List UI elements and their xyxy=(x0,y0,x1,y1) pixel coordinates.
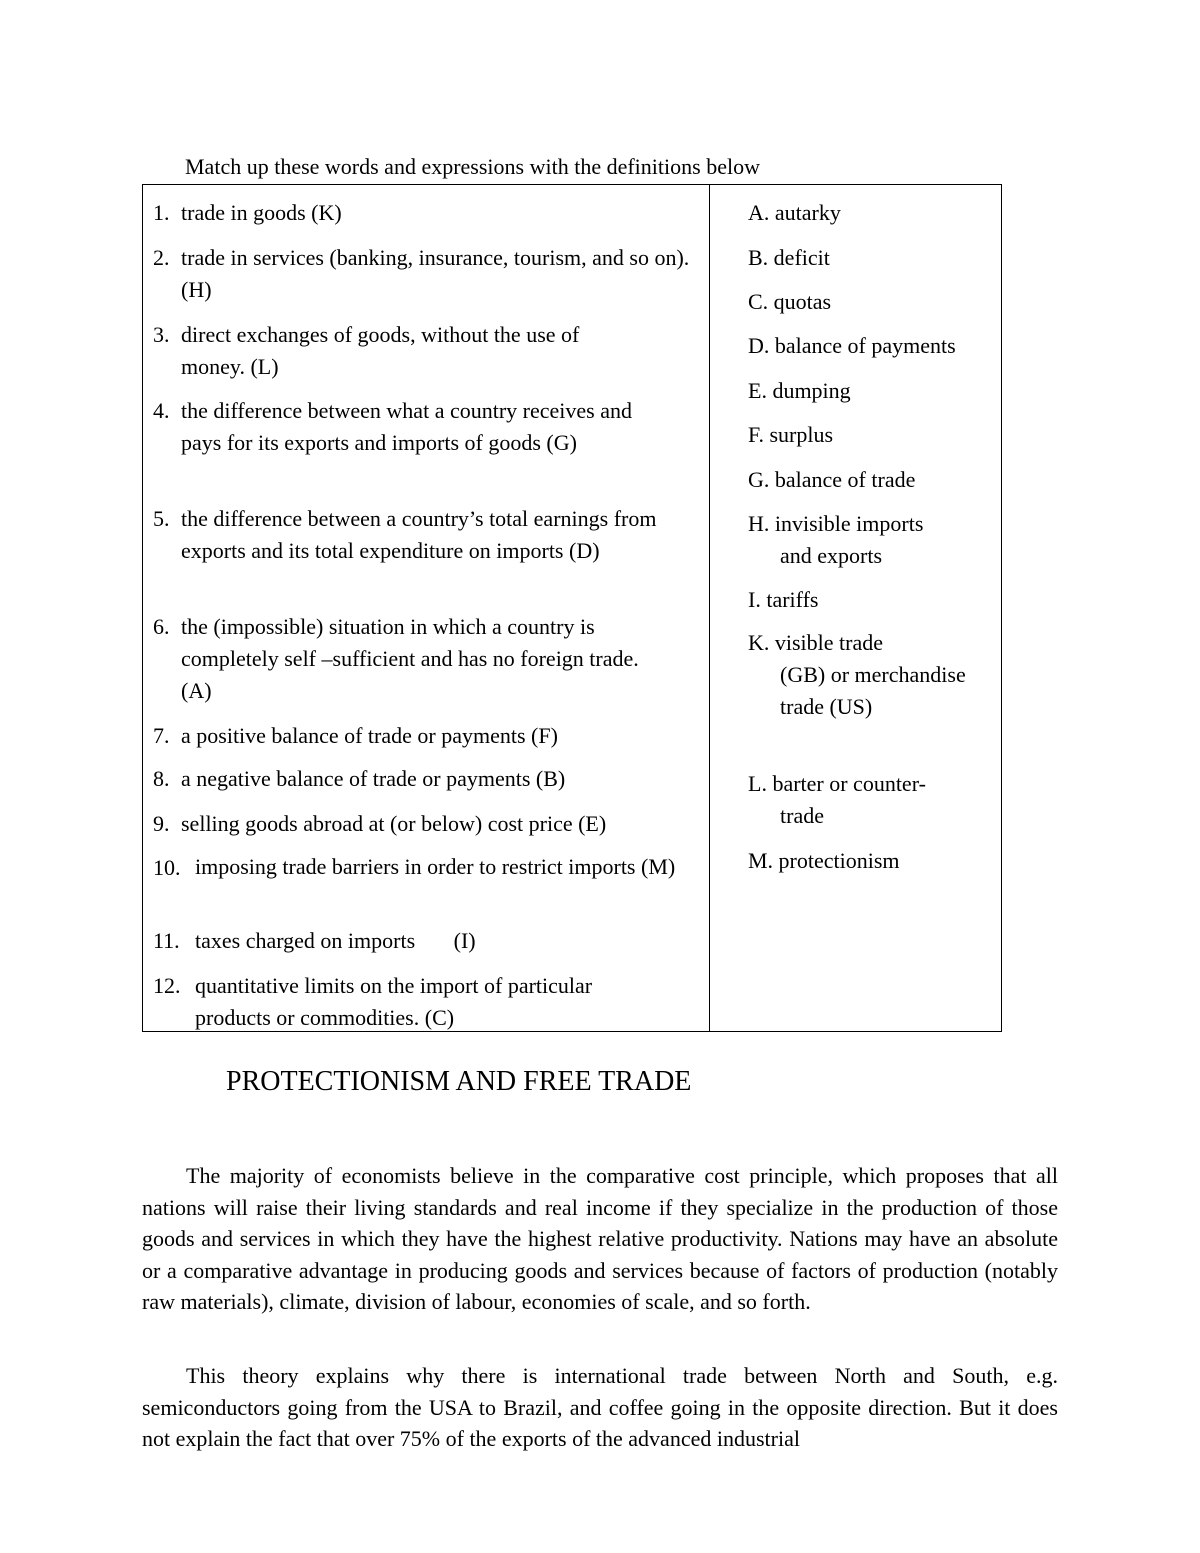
term-text: the (impossible) situation in which a country is completely self –sufficient and has no foreign trade. (A) xyxy=(181,614,639,703)
term-text: imposing trade barriers in order to restrict imports (M) xyxy=(195,854,676,879)
body-paragraphs xyxy=(142,1160,1058,1318)
definition-text: L. barter or counter- xyxy=(748,771,926,796)
definition-text: D. balance of payments xyxy=(748,333,956,358)
definition-item xyxy=(748,375,998,407)
definition-text: M. protectionism xyxy=(748,848,900,873)
matching-table xyxy=(142,184,1002,1032)
term-number: 10. xyxy=(153,855,181,880)
term-text: selling goods abroad at (or below) cost price (E) xyxy=(181,811,607,836)
term-text: the difference between a country’s total earnings from exports and its total expenditure on imports (D) xyxy=(181,506,657,563)
definition-text: B. deficit xyxy=(748,245,830,270)
term-text: a negative balance of trade or payments (B) xyxy=(181,766,566,791)
definition-item xyxy=(748,845,998,877)
definition-item xyxy=(748,330,998,362)
term-text: quantitative limits on the import of particular products or commodities. (C) xyxy=(195,973,593,1030)
definition-item xyxy=(748,242,998,274)
paragraph: This theory explains why there is international trade between North and South, e.g. semiconductors going from the USA to Brazil, and coffee going in the opposite direction. But it does not explain the fact that over 75% of the exports of the advanced industrial xyxy=(142,1363,1058,1451)
exercise-instruction: Match up these words and expressions with the definitions below xyxy=(185,154,760,179)
term-number: 5. xyxy=(153,506,170,531)
term-text: direct exchanges of goods, without the use of money. (L) xyxy=(181,322,580,379)
term-number: 9. xyxy=(153,811,170,836)
definition-item xyxy=(748,286,998,318)
term-number: 7. xyxy=(153,723,170,748)
definition-text: G. balance of trade xyxy=(748,467,916,492)
definition-text: H. invisible imports xyxy=(748,511,924,536)
definition-text: I. tariffs xyxy=(748,587,819,612)
definition-text: C. quotas xyxy=(748,289,832,314)
definition-item xyxy=(748,768,998,832)
definition-text: F. surplus xyxy=(748,422,834,447)
column-divider xyxy=(709,185,710,1031)
definition-item xyxy=(748,584,998,616)
term-number: 11. xyxy=(153,928,180,953)
term-number: 8. xyxy=(153,766,170,791)
term-text: a positive balance of trade or payments (F) xyxy=(181,723,558,748)
body-paragraphs xyxy=(142,1360,1058,1455)
definition-item xyxy=(748,419,998,451)
definition-item xyxy=(748,627,998,723)
definition-item xyxy=(748,464,998,496)
term-number: 3. xyxy=(153,322,170,347)
term-number: 12. xyxy=(153,973,181,998)
term-number: 4. xyxy=(153,398,170,423)
term-text: the difference between what a country receives and pays for its exports and imports of goods (G) xyxy=(181,398,632,455)
definition-text: E. dumping xyxy=(748,378,851,403)
term-text: trade in goods (K) xyxy=(181,200,342,225)
term-number: 6. xyxy=(153,614,170,639)
definition-text: A. autarky xyxy=(748,200,841,225)
term-text: taxes charged on imports (I) xyxy=(195,928,476,953)
definition-continuation: trade xyxy=(780,803,824,828)
definition-item xyxy=(748,197,998,229)
section-heading: PROTECTIONISM AND FREE TRADE xyxy=(226,1066,692,1097)
paragraph: The majority of economists believe in the comparative cost principle, which proposes that all nations will raise their living standards and real income if they specialize in the production of those goods and services in which they have the highest relative productivity. Nations may have an absolute or a comparative advantage in producing goods and services because of factors of production (notably raw materials), climate, division of labour, economies of scale, and so forth. xyxy=(142,1163,1058,1314)
definition-text: K. visible trade xyxy=(748,630,884,655)
term-text: trade in services (banking, insurance, tourism, and so on). (H) xyxy=(181,245,690,302)
definition-continuation: and exports xyxy=(780,543,883,568)
definition-item xyxy=(748,508,998,572)
term-number: 1. xyxy=(153,200,170,225)
term-number: 2. xyxy=(153,245,170,270)
definition-continuation: (GB) or merchandise trade (US) xyxy=(780,662,966,719)
